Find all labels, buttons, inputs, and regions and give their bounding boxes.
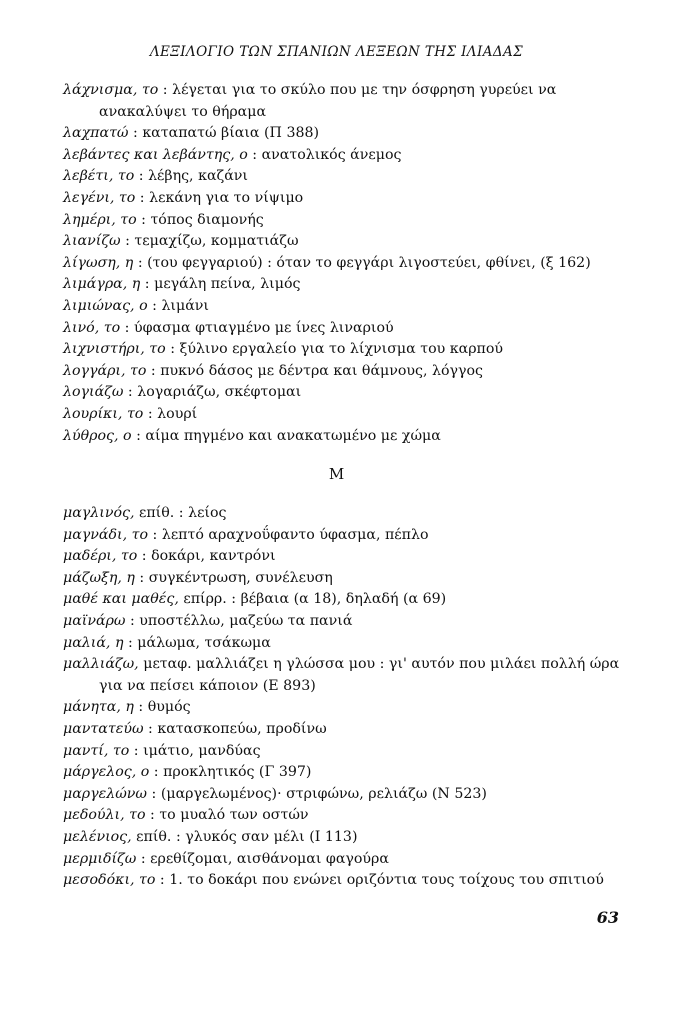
- entry-list-mu: [63, 503, 628, 892]
- entry-definition: λογαριάζω, σκέφτομαι: [137, 384, 302, 401]
- entry-headword: λογιάζω: [63, 384, 124, 401]
- dictionary-entry: μαϊνάρω : υποστέλλω, μαζεύω τα πανιά: [63, 612, 353, 629]
- entry-headword: μαντί, το: [63, 742, 130, 759]
- entry-headword: μαγλινός,: [63, 505, 135, 521]
- entry-headword: μάζωξη, η: [63, 569, 135, 586]
- dictionary-entry: λινό, το : ύφασμα φτιαγμένο με ίνες λιναριού: [63, 319, 394, 336]
- entry-definition: λιμάνι: [161, 297, 209, 314]
- dictionary-entry: μαδέρι, το : δοκάρι, καντρόνι: [63, 548, 276, 565]
- entry-headword: μαθέ και μαθές,: [63, 591, 179, 608]
- dictionary-entry: λιανίζω : τεμαχίζω, κομματιάζω: [63, 233, 299, 250]
- entry-definition: θυμός: [147, 699, 191, 716]
- entry-definition: λέβης, καζάνι: [148, 168, 248, 185]
- entry-headword: μεσοδόκι, το: [63, 872, 156, 889]
- page-number: 63: [596, 908, 619, 927]
- dictionary-entry: [63, 827, 628, 849]
- dictionary-entry: λεγένι, το : λεκάνη για το νίψιμο: [63, 189, 304, 206]
- dictionary-entry: μαντατεύω : κατασκοπεύω, προδίνω: [63, 720, 327, 737]
- entry-headword: λογγάρι, το: [63, 362, 147, 379]
- dictionary-entry: λουρίκι, το : λουρί: [63, 405, 198, 422]
- entry-definition: επίρρ. : βέβαια (α 18), δηλαδή (α 69): [183, 591, 447, 608]
- entry-definition: λεπτό αραχνοΰφαντο ύφασμα, πέπλο: [161, 526, 429, 543]
- entry-headword: μάνητα, η: [63, 699, 134, 716]
- entry-headword: λιμάγρα, η: [63, 276, 141, 293]
- entry-definition: το μυαλό των οστών: [159, 807, 309, 824]
- entry-list-lambda: [63, 80, 628, 447]
- dictionary-entry: λαχπατώ : καταπατώ βίαια (Π 388): [63, 125, 320, 142]
- entry-definition: προκλητικός (Γ 397): [163, 764, 312, 781]
- dictionary-entry: λίγωση, η : (του φεγγαριού) : όταν το φεγγάρι λιγοστεύει, φθίνει, (ξ 162): [63, 254, 591, 271]
- entry-definition: συγκέντρωση, συνέλευση: [148, 569, 333, 586]
- entry-definition: ανατολικός άνεμος: [261, 146, 402, 163]
- dictionary-entry: μαργελώνω : (μαργελωμένος)· στριφώνω, ρελιάζω (Ν 523): [63, 785, 487, 802]
- dictionary-entry: λάχνισμα, το : λέγεται για το σκύλο που με την όσφρηση γυρεύει να ανακαλύψει το θήραμα: [63, 82, 557, 120]
- entry-headword: λεβάντες και λεβάντης, ο: [63, 146, 248, 163]
- entry-definition: τόπος διαμονής: [150, 211, 264, 228]
- entry-definition: καταπατώ βίαια (Π 388): [142, 125, 320, 142]
- entry-headword: λημέρι, το: [63, 211, 137, 228]
- entry-headword: μαγνάδι, το: [63, 526, 149, 543]
- dictionary-entry: λιμάγρα, η : μεγάλη πείνα, λιμός: [63, 276, 301, 293]
- dictionary-entry: [63, 654, 628, 697]
- entry-definition: λέγεται για το σκύλο που με την όσφρηση γυρεύει να ανακαλύψει το θήραμα: [99, 82, 557, 120]
- entry-definition: ιμάτιο, μανδύας: [143, 742, 261, 759]
- section-letter: Μ: [328, 465, 345, 483]
- entry-definition: ξύλινο εργαλείο για το λίχνισμα του καρπού: [179, 341, 504, 358]
- entry-headword: λουρίκι, το: [63, 405, 144, 422]
- entry-headword: μαλλιάζω,: [63, 656, 139, 673]
- entry-headword: λεγένι, το: [63, 189, 136, 206]
- dictionary-entry: μερμιδίζω : ερεθίζομαι, αισθάνομαι φαγούρα: [63, 850, 389, 867]
- entry-headword: μαλιά, η: [63, 634, 124, 651]
- entry-headword: μερμιδίζω: [63, 850, 137, 867]
- entry-headword: μάργελος, ο: [63, 764, 150, 781]
- dictionary-entry: μαλιά, η : μάλωμα, τσάκωμα: [63, 634, 271, 651]
- entry-definition: λεκάνη για το νίψιμο: [149, 189, 304, 206]
- entry-definition: αίμα πηγμένο και ανακατωμένο με χώμα: [145, 427, 441, 444]
- entry-headword: λιχνιστήρι, το: [63, 341, 166, 358]
- entry-headword: λύθρος, ο: [63, 427, 132, 444]
- entry-headword: λαχπατώ: [63, 125, 129, 142]
- entry-definition: επίθ. : γλυκός σαν μέλι (Ι 113): [136, 828, 358, 845]
- entry-headword: μαδέρι, το: [63, 548, 138, 565]
- entry-headword: λινό, το: [63, 319, 121, 336]
- entry-definition: δοκάρι, καντρόνι: [151, 548, 276, 565]
- entry-definition: υποστέλλω, μαζεύω τα πανιά: [139, 612, 353, 629]
- dictionary-entry: λύθρος, ο : αίμα πηγμένο και ανακατωμένο με χώμα: [63, 427, 441, 444]
- entry-definition: λουρί: [157, 405, 198, 422]
- entry-headword: λεβέτι, το: [63, 168, 135, 185]
- entry-definition: ερεθίζομαι, αισθάνομαι φαγούρα: [150, 850, 389, 867]
- dictionary-entry: μαγνάδι, το : λεπτό αραχνοΰφαντο ύφασμα, πέπλο: [63, 526, 429, 543]
- entry-definition: μεταφ. μαλλιάζει η γλώσσα μου : γι' αυτόν που μιλάει πολλή ώρα για να πείσει κάποιον (Ε 893): [99, 656, 620, 694]
- entry-headword: μελένιος,: [63, 828, 132, 845]
- dictionary-entry: λιχνιστήρι, το : ξύλινο εργαλείο για το λίχνισμα του καρπού: [63, 341, 504, 358]
- entry-definition: (του φεγγαριού) : όταν το φεγγάρι λιγοστεύει, φθίνει, (ξ 162): [147, 254, 591, 271]
- entry-headword: μαϊνάρω: [63, 612, 126, 629]
- entry-definition: 1. το δοκάρι που ενώνει οριζόντια τους τοίχους του σπιτιού: [169, 872, 604, 889]
- dictionary-entry: λεβάντες και λεβάντης, ο : ανατολικός άνεμος: [63, 146, 402, 163]
- entry-headword: μαντατεύω: [63, 720, 144, 737]
- dictionary-entry: [63, 589, 628, 611]
- entry-definition: μάλωμα, τσάκωμα: [137, 634, 271, 651]
- entry-definition: κατασκοπεύω, προδίνω: [157, 720, 327, 737]
- entry-definition: (μαργελωμένος)· στριφώνω, ρελιάζω (Ν 523): [160, 785, 487, 802]
- entry-headword: λάχνισμα, το: [63, 82, 159, 98]
- dictionary-entry: [63, 503, 628, 525]
- dictionary-entry: λιμιώνας, ο : λιμάνι: [63, 297, 209, 314]
- running-head: ΛΕΞΙΛΟΓΙΟ ΤΩΝ ΣΠΑΝΙΩΝ ΛΕΞΕΩΝ ΤΗΣ ΙΛΙΑΔΑΣ: [149, 44, 524, 60]
- entry-headword: μαργελώνω: [63, 785, 147, 802]
- dictionary-entry: λεβέτι, το : λέβης, καζάνι: [63, 168, 248, 185]
- entry-headword: λιμιώνας, ο: [63, 297, 148, 314]
- entry-definition: τεμαχίζω, κομματιάζω: [134, 233, 299, 250]
- dictionary-entry: μάνητα, η : θυμός: [63, 699, 191, 716]
- entry-definition: ύφασμα φτιαγμένο με ίνες λιναριού: [133, 319, 394, 336]
- dictionary-entry: μεσοδόκι, το : 1. το δοκάρι που ενώνει οριζόντια τους τοίχους του σπιτιού: [63, 872, 604, 889]
- dictionary-entry: μάργελος, ο : προκλητικός (Γ 397): [63, 764, 312, 781]
- entry-headword: μεδούλι, το: [63, 807, 146, 824]
- dictionary-entry: λογγάρι, το : πυκνό δάσος με δέντρα και θάμνους, λόγγος: [63, 362, 483, 379]
- entry-definition: επίθ. : λείος: [138, 505, 227, 521]
- dictionary-entry: λογιάζω : λογαριάζω, σκέφτομαι: [63, 384, 302, 401]
- dictionary-entry: μαντί, το : ιμάτιο, μανδύας: [63, 742, 261, 759]
- entry-headword: λίγωση, η: [63, 254, 134, 271]
- dictionary-entry: μάζωξη, η : συγκέντρωση, συνέλευση: [63, 569, 333, 586]
- entry-definition: πυκνό δάσος με δέντρα και θάμνους, λόγγος: [160, 362, 483, 379]
- entry-definition: μεγάλη πείνα, λιμός: [154, 276, 301, 293]
- dictionary-entry: λημέρι, το : τόπος διαμονής: [63, 211, 264, 228]
- dictionary-entry: μεδούλι, το : το μυαλό των οστών: [63, 807, 309, 824]
- entry-headword: λιανίζω: [63, 233, 121, 250]
